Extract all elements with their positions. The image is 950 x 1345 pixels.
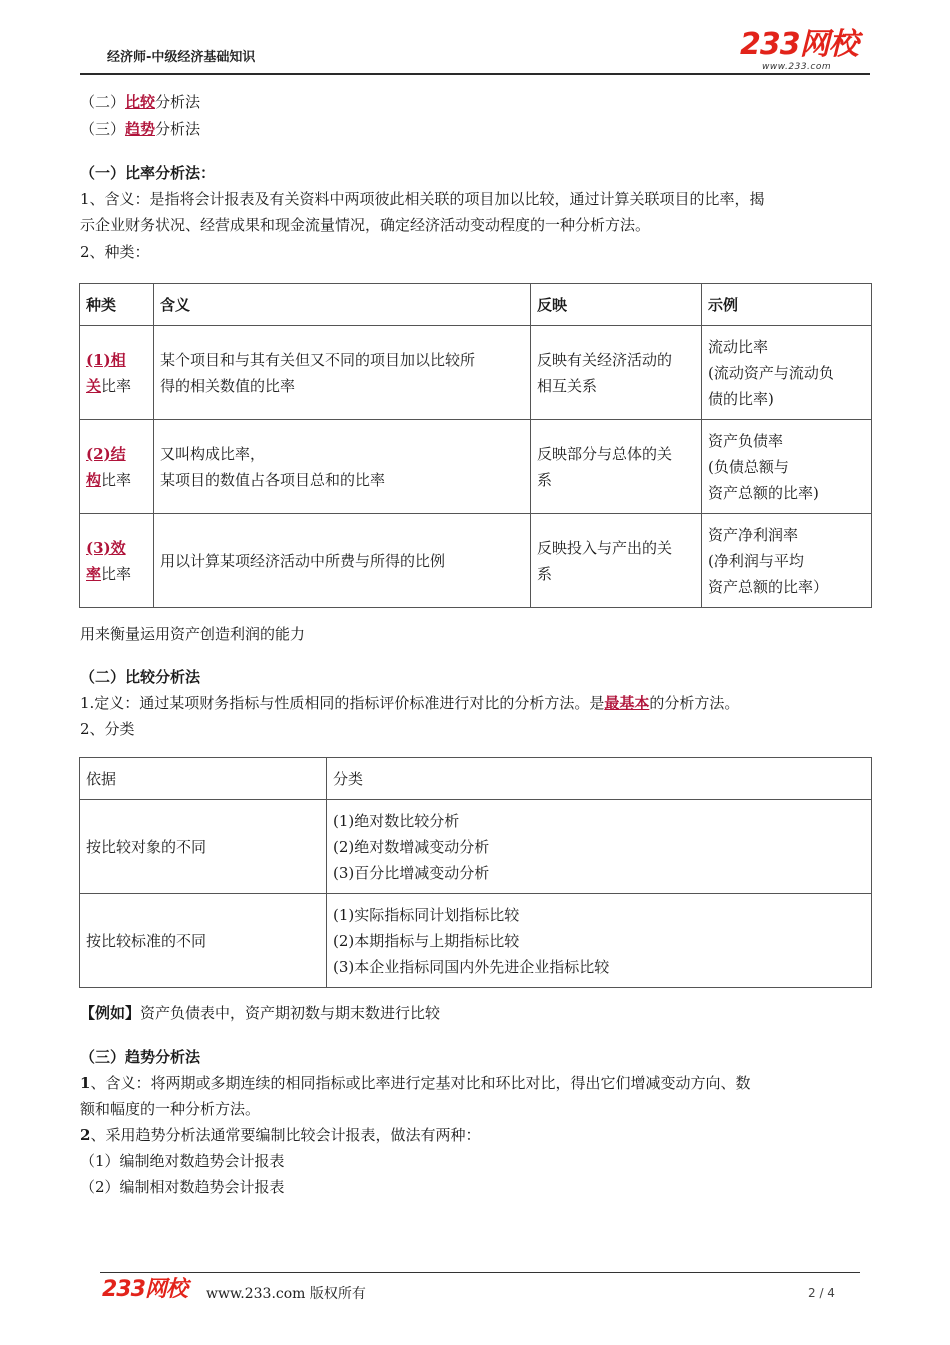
col-header-reflect: 反映 — [531, 284, 702, 326]
intro-item-trend: （三）趋势分析法 — [80, 120, 201, 138]
logo-url: www.233.com — [762, 62, 832, 72]
keyword-most-basic: 最基本 — [604, 694, 650, 712]
compare-definition: 1.定义：通过某项财务指标与性质相同的指标评价标准进行对比的分析方法。是最基本的分析方法。 — [80, 694, 740, 712]
ratio-note: 用来衡量运用资产创造利润的能力 — [80, 625, 306, 643]
reflect-cell: 反映有关经济活动的 相互关系 — [531, 326, 702, 420]
table-header-row — [80, 758, 872, 800]
section-heading-ratio: （一）比率分析法： — [80, 164, 216, 182]
meaning-cell: 某个项目和与其有关但又不同的项目加以比较所 得的相关数值的比率 — [154, 326, 531, 420]
example-cell: 资产净利润率 (净利润与平均 资产总额的比率） — [702, 514, 872, 608]
footer-logo-text: 233网校 — [102, 1277, 187, 1302]
footer-logo[interactable] — [102, 1279, 187, 1301]
table-row — [80, 514, 872, 608]
keyword-link-trend: 趋势 — [125, 120, 156, 138]
header-title: 经济师-中级经济基础知识 — [107, 50, 256, 65]
ratio-definition-line1: 1、含义：是指将会计报表及有关资料中两项彼此相关联的项目加以比较，通过计算关联项目的比率，揭 — [80, 190, 765, 208]
example-cell: 流动比率 (流动资产与流动负 债的比率) — [702, 326, 872, 420]
reflect-cell: 反映投入与产出的关 系 — [531, 514, 702, 608]
col-header-example: 示例 — [702, 284, 872, 326]
header-divider — [80, 73, 870, 75]
page-number: 2 / 4 — [808, 1286, 835, 1300]
trend-definition-line1: 1、含义：将两期或多期连续的相同指标或比率进行定基对比和环比对比，得出它们增减变动方向、数 — [80, 1074, 751, 1092]
reflect-cell: 反映部分与总体的关 系 — [531, 420, 702, 514]
table-row — [80, 326, 872, 420]
kind-cell: (2)结 构比率 — [80, 420, 154, 514]
basis-cell: 按比较对象的不同 — [80, 800, 327, 894]
class-cell: (1)绝对数比较分析 (2)绝对数增减变动分析 (3)百分比增减变动分析 — [327, 800, 872, 894]
ratio-definition-line2: 示企业财务状况、经营成果和现金流量情况，确定经济活动变动程度的一种分析方法。 — [80, 216, 651, 234]
example-tag: 【例如】 — [80, 1004, 141, 1022]
basis-cell: 按比较标准的不同 — [80, 894, 327, 988]
footer-divider — [100, 1272, 860, 1273]
col-header-class: 分类 — [327, 758, 872, 800]
meaning-cell: 用以计算某项经济活动中所费与所得的比例 — [154, 514, 531, 608]
trend-definition-line2: 额和幅度的一种分析方法。 — [80, 1100, 261, 1118]
kind-cell: (3)效 率比率 — [80, 514, 154, 608]
trend-item-absolute: （1）编制绝对数趋势会计报表 — [80, 1152, 285, 1170]
table-row — [80, 894, 872, 988]
logo-text: 233网校 — [740, 27, 858, 62]
meaning-cell: 又叫构成比率， 某项目的数值占各项目总和的比率 — [154, 420, 531, 514]
col-header-kind: 种类 — [80, 284, 154, 326]
section-heading-compare: （二）比较分析法 — [80, 668, 201, 686]
trend-method: 2、采用趋势分析法通常要编制比较会计报表，做法有两种： — [80, 1126, 481, 1144]
compare-class-table — [79, 757, 872, 988]
section-heading-trend: （三）趋势分析法 — [80, 1048, 201, 1066]
col-header-basis: 依据 — [80, 758, 327, 800]
intro-item-compare: （二）比较分析法 — [80, 93, 201, 111]
ratio-types-table — [79, 283, 872, 608]
kind-cell: (1)相 关比率 — [80, 326, 154, 420]
table-row — [80, 800, 872, 894]
compare-example: 【例如】资产负债表中，资产期初数与期末数进行比较 — [80, 1004, 441, 1022]
compare-class-label: 2、分类 — [80, 720, 135, 738]
table-header-row — [80, 284, 872, 326]
class-cell: (1)实际指标同计划指标比较 (2)本期指标与上期指标比较 (3)本企业指标同国内外先进企业指标比较 — [327, 894, 872, 988]
example-cell: 资产负债率 (负债总额与 资产总额的比率) — [702, 420, 872, 514]
table-row — [80, 420, 872, 514]
trend-item-relative: （2）编制相对数趋势会计报表 — [80, 1178, 285, 1196]
col-header-meaning: 含义 — [154, 284, 531, 326]
keyword-link-compare: 比较 — [125, 93, 156, 111]
brand-logo[interactable] — [740, 27, 858, 72]
ratio-types-label: 2、种类： — [80, 243, 150, 261]
footer-copyright: www.233.com 版权所有 — [206, 1286, 366, 1302]
